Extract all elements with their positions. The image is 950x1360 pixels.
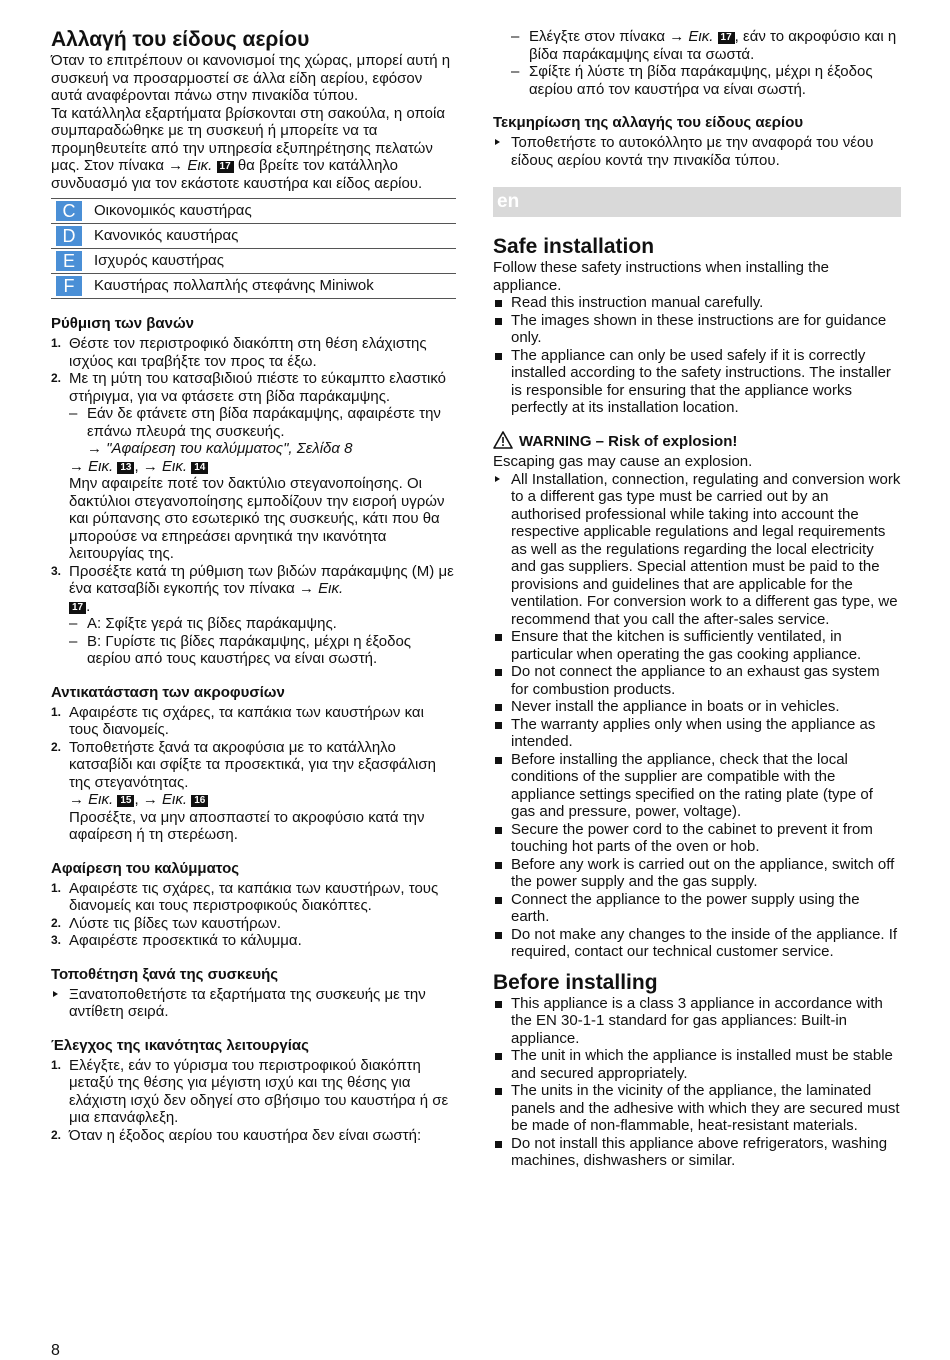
safe-bullet: Connect the appliance to the power supply using the earth. <box>493 891 901 926</box>
nozzles-step-1: 1. Αφαιρέστε τις σχάρες, τα καπάκια των καυστήρων και τους διανομείς. <box>51 703 424 738</box>
intro-paragraph-1: Όταν το επιτρέπουν οι κανονισμοί της χώρας, μπορεί αυτή η συσκευή να προσαρμοστεί σε άλλα είδη αερίου, εφόσον αυτά αναφέρονται πάνω στην πινακίδα τύπου. <box>51 52 451 104</box>
valves-step-3-b: – B: Γυρίστε τις βίδες παράκαμψης, μέχρι η έξοδος αερίου από τους καυστήρες να είναι σωστή. <box>69 632 412 667</box>
valves-step-3-a: – A: Σφίξτε γερά τις βίδες παράκαμψης. <box>69 615 337 632</box>
burner-letter-badge: F <box>56 276 82 296</box>
valves-step-2-note: Μην αφαιρείτε ποτέ τον δακτύλιο στεγανοποίησης. Οι δακτύλιοι στεγανοποίησης εμποδίζουν την εισροή υγρών και ρύπανσης στο εσωτερικό της συσκευής, κάτι που θα μπορούσε να επηρεάσει αρνητικά την ικανότητα λειτουργίας της. <box>69 475 445 562</box>
safe-intro: Follow these safety instructions when installing the appliance. <box>493 259 830 294</box>
figure-badge-17: 17 <box>217 161 234 173</box>
before-bullet: This appliance is a class 3 appliance in accordance with the EN 30-1-1 standard for gas appliances: Built-in appliance. <box>493 995 901 1048</box>
burner-letter-badge: C <box>56 201 82 221</box>
section-title-gas-change: Αλλαγή του είδους αερίου <box>51 28 310 51</box>
valves-step-2-dash: – Εάν δε φτάνετε στη βίδα παράκαμψης, αφαιρέστε την επάνω πλευρά της συσκευής. → "Αφαίρεση του καλύμματος", Σελίδα 8 <box>69 405 441 457</box>
heading-documentation: Τεκμηρίωση της αλλαγής του είδους αερίου <box>493 114 804 131</box>
figure-badge-13: 13 <box>117 462 134 474</box>
page-number: 8 <box>51 1342 60 1359</box>
heading-function-check: Έλεγχος της ικανότητας λειτουργίας <box>51 1036 309 1054</box>
section-title-safe-installation: Safe installation <box>493 235 655 258</box>
warning-heading: WARNING – Risk of explosion! <box>493 431 901 454</box>
burner-table <box>51 198 456 299</box>
before-bullet: Do not install this appliance above refrigerators, washing machines, dishwashers or similar. <box>493 1135 901 1170</box>
burner-label: Κανονικός καυστήρας <box>94 226 239 244</box>
intro-paragraph-2: Τα κατάλληλα εξαρτήματα βρίσκονται στη σακούλα, η οποία συμπαραδώθηκε με τη συσκευή ή μπορείτε να τα προμηθευτείτε από την υπηρεσία εξυπηρέτησης πελατών μας. Στον πίνακα → Εικ. 17 θα βρείτε τον κατάλληλο συνδυασμό για τον εκάστοτε καυστήρα και είδος αερίου. <box>51 104 445 192</box>
reinstall-instruction: Ξανατοποθετήστε τα εξαρτήματα της συσκευής με την αντίθετη σειρά. <box>51 986 456 1021</box>
before-bullet: The units in the vicinity of the appliance, the laminated panels and the adhesive with which they are secured must be made of non-flammable, heat-resistant materials. <box>493 1082 901 1135</box>
check-step-2-dash-1: – Ελέγξτε στον πίνακα → Εικ. 17 , εάν το ακροφύσιο και η βίδα παράκαμψης είναι τα σωστά. <box>511 28 897 63</box>
burner-label: Οικονομικός καυστήρας <box>94 201 252 219</box>
check-step-1: 1. Ελέγξτε, εάν το γύρισμα του περιστροφικού διακόπτη μεταξύ της θέσης για μέγιστη ισχύ και της θέσης για ελάχιστη ισχύ δεν οδηγεί στο σβήσιμο του καυστήρα ή σε μια επανάφλεξη. <box>51 1056 449 1126</box>
heading-valves: Ρύθμιση των βανών <box>51 315 194 332</box>
cover-step-2: 2. Λύστε τις βίδες των καυστήρων. <box>51 914 282 932</box>
warning-text: Escaping gas may cause an explosion. <box>493 453 753 470</box>
figure-ref: Εικ. <box>187 157 213 174</box>
before-bullet: The unit in which the appliance is installed must be stable and secured appropriately. <box>493 1047 901 1082</box>
safe-bullet: Do not connect the appliance to an exhaust gas system for combustion products. <box>493 663 901 698</box>
burner-row <box>51 274 456 299</box>
documentation-instruction: Τοποθετήστε το αυτοκόλλητο με την αναφορά του νέου είδους αερίου κοντά την πινακίδα τύπου. <box>493 134 901 169</box>
burner-row <box>51 199 456 224</box>
warning-instruction: All Installation, connection, regulating and conversion work to a different gas type must be carried out by an authorised professional while taking into account the respective applicable regulations and legal requirements as well as the regulations regarding the local electricity and gas suppliers. Special attention must be paid to the provisions and guidelines that are applicable for the ventilation. For conversion work to a different gas type, we recommend that you call the after-sales service. <box>493 471 901 629</box>
safe-bullet: The images shown in these instructions are for guidance only. <box>493 312 901 347</box>
heading-reinstall: Τοποθέτηση ξανά της συσκευής <box>51 965 279 983</box>
right-column <box>493 28 901 1170</box>
nozzles-step-2-note: Προσέξτε, να μην αποσπαστεί το ακροφύσιο κατά την αφαίρεση ή τη στερέωση. <box>69 808 425 843</box>
nozzles-step-2-figs: → Εικ. 15 , → Εικ. 16 <box>69 791 456 809</box>
warning-triangle-icon <box>493 431 513 454</box>
safe-bullet: Before installing the appliance, check that the local conditions of the supplier are compatible with the appliance settings specified on the rating plate (type of gas and pressure, power, voltage). <box>493 751 901 821</box>
burner-letter-badge: D <box>56 226 82 246</box>
figure-badge-15: 15 <box>117 795 134 807</box>
safe-bullet: The appliance can only be used safely if it is correctly installed according to the safety instructions. The installer is responsible for ensuring that the appliance works perfectly at its installation location. <box>493 347 901 417</box>
safe-bullet: Do not make any changes to the inside of the appliance. If required, contact our technical customer service. <box>493 926 901 961</box>
check-step-2-dash-2: – Σφίξτε ή λύστε τη βίδα παράκαμψης, μέχρι η έξοδος αερίου από τον καυστήρα να είναι σωστή. <box>511 63 873 98</box>
burner-label: Ισχυρός καυστήρας <box>94 251 224 269</box>
figure-badge-17: 17 <box>718 32 735 44</box>
check-step-2: 2. Όταν η έξοδος αερίου του καυστήρα δεν είναι σωστή: <box>51 1126 422 1144</box>
heading-cover: Αφαίρεση του καλύμματος <box>51 859 240 877</box>
nozzles-step-2: 2. Τοποθετήστε ξανά τα ακροφύσια με το κατάλληλο κατσαβίδι και σφίξτε τα προσεκτικά, για την εξασφάλιση της στεγανότητας. <box>51 738 436 791</box>
burner-row <box>51 249 456 274</box>
cover-step-3: 3. Αφαιρέστε προσεκτικά το κάλυμμα. <box>51 932 302 949</box>
burner-letter-badge: E <box>56 251 82 271</box>
safe-bullet: Before any work is carried out on the appliance, switch off the power supply and the gas supply. <box>493 856 901 891</box>
safe-bullet: The warranty applies only when using the appliance as intended. <box>493 716 901 751</box>
left-column <box>51 28 456 1144</box>
safe-bullet: Ensure that the kitchen is sufficiently ventilated, in particular when operating the gas cooking appliance. <box>493 628 901 663</box>
safe-bullet: Read this instruction manual carefully. <box>493 294 901 312</box>
valves-step-2-figs: → Εικ. 13 , → Εικ. 14 <box>69 458 456 476</box>
figure-badge-16: 16 <box>191 795 208 807</box>
cover-step-1: 1. Αφαιρέστε τις σχάρες, τα καπάκια των καυστήρων, τους διανομείς και τους περιστροφικούς διακόπτες. <box>51 879 439 914</box>
heading-nozzles: Αντικατάσταση των ακροφυσίων <box>51 683 285 701</box>
burner-row <box>51 224 456 249</box>
safe-bullet: Never install the appliance in boats or in vehicles. <box>493 698 901 716</box>
safe-bullet: Secure the power cord to the cabinet to prevent it from touching hot parts of the oven or hob. <box>493 821 901 856</box>
cross-reference-link[interactable]: "Αφαίρεση του καλύμματος", Σελίδα 8 <box>106 440 353 457</box>
valves-step-1: 1. Θέστε τον περιστροφικό διακόπτη στη θέση ελάχιστης ισχύος και τραβήξτε τον προς τα έξω. <box>51 335 427 370</box>
figure-badge-14: 14 <box>191 462 208 474</box>
burner-label: Καυστήρας πολλαπλής στεφάνης Miniwok <box>94 276 374 294</box>
valves-step-3: 3. Προσέξτε κατά τη ρύθμιση των βιδών παράκαμψης (M) με ένα κατσαβίδι εγκοπής τον πίνακα → Εικ. 17 . <box>51 562 454 615</box>
valves-step-2: 2. Με τη μύτη του κατσαβιδιού πιέστε το εύκαμπτο ελαστικό στήριγμα, για να φτάσετε στη βίδα παράκαμψης. <box>51 370 447 405</box>
section-title-before-installing: Before installing <box>493 970 658 994</box>
figure-badge-17: 17 <box>69 602 86 614</box>
language-bar: en <box>493 187 901 217</box>
